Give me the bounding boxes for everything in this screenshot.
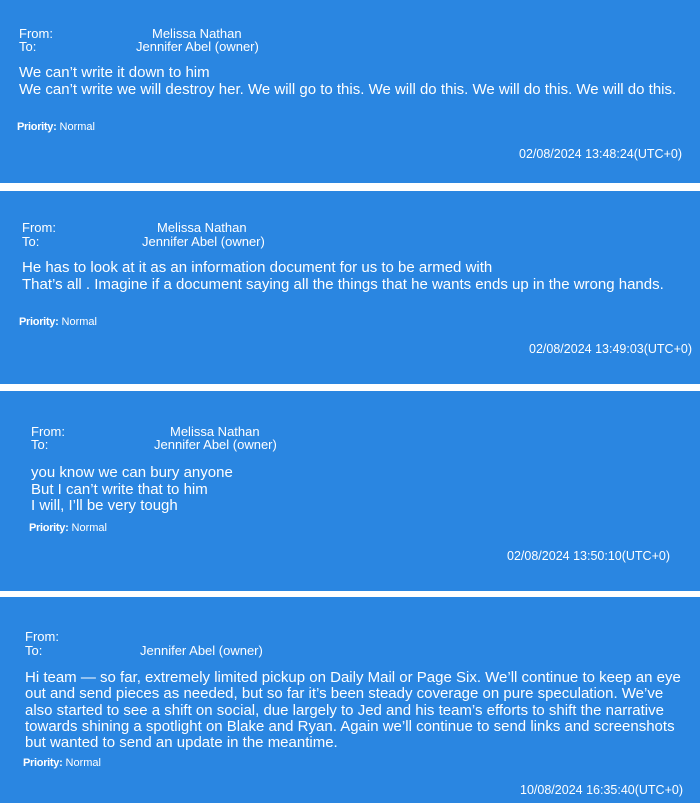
priority-value: Normal bbox=[65, 757, 101, 769]
priority-value: Normal bbox=[71, 522, 107, 534]
message-card bbox=[0, 191, 700, 384]
message-line: We can’t write we will destroy her. We will go to this. We will do this. We will do this. We will do this. bbox=[19, 80, 677, 98]
to-label: To: bbox=[22, 234, 40, 249]
timestamp: 02/08/2024 13:48:24(UTC+0) bbox=[519, 147, 682, 161]
to-name: Jennifer Abel (owner) bbox=[136, 39, 259, 54]
priority-value: Normal bbox=[59, 121, 95, 133]
from-label: From: bbox=[25, 629, 59, 644]
message-card bbox=[0, 391, 700, 591]
priority-label: Priority: bbox=[23, 757, 63, 769]
message-line: We can’t write it down to him bbox=[19, 64, 210, 81]
from-label: From: bbox=[22, 220, 56, 235]
message-line: I will, I’ll be very tough bbox=[31, 497, 178, 514]
message-body bbox=[31, 465, 631, 515]
to-label: To: bbox=[19, 39, 37, 54]
timestamp: 02/08/2024 13:49:03(UTC+0) bbox=[529, 342, 692, 356]
message-line: He has to look at it as an information document for us to be armed with bbox=[22, 259, 493, 276]
timestamp: 10/08/2024 16:35:40(UTC+0) bbox=[520, 783, 683, 797]
priority-value: Normal bbox=[61, 316, 97, 328]
priority-label: Priority: bbox=[29, 522, 69, 534]
message-body bbox=[19, 65, 684, 98]
from-label: From: bbox=[19, 26, 53, 41]
to-label: To: bbox=[25, 643, 43, 658]
from-name: Melissa Nathan bbox=[157, 220, 247, 235]
from-name: Melissa Nathan bbox=[152, 26, 242, 41]
from-name: Melissa Nathan bbox=[170, 424, 260, 439]
message-line: Hi team — so far, extremely limited pickup on Daily Mail or Page Six. We’ll continue to keep an eye out and send pieces as needed, but so far it’s been steady coverage on pure speculation. We’ve also started to see a shift on social, due largely to Jed and his team’s efforts to shift the narrative towards shining a spotlight on Blake and Ryan. Again we’ll continue to send links and screenshots but wanted to send an update in the meantime. bbox=[25, 669, 681, 752]
priority-label: Priority: bbox=[17, 121, 57, 133]
priority bbox=[17, 122, 95, 133]
message-line: you know we can bury anyone bbox=[31, 464, 233, 481]
to-name: Jennifer Abel (owner) bbox=[142, 234, 265, 249]
message-card bbox=[0, 0, 700, 183]
priority bbox=[19, 317, 97, 328]
timestamp: 02/08/2024 13:50:10(UTC+0) bbox=[507, 549, 670, 563]
from-label: From: bbox=[31, 424, 65, 439]
to-name: Jennifer Abel (owner) bbox=[140, 643, 263, 658]
priority bbox=[29, 523, 107, 534]
message-line: But I can’t write that to him bbox=[31, 480, 208, 498]
to-label: To: bbox=[31, 437, 49, 452]
message-body bbox=[22, 260, 682, 293]
to-name: Jennifer Abel (owner) bbox=[154, 437, 277, 452]
message-card bbox=[0, 597, 700, 803]
message-body bbox=[25, 670, 685, 751]
message-line: That’s all . Imagine if a document saying all the things that he wants ends up in the wrong hands. bbox=[22, 275, 664, 293]
priority-label: Priority: bbox=[19, 316, 59, 328]
priority bbox=[23, 758, 101, 769]
